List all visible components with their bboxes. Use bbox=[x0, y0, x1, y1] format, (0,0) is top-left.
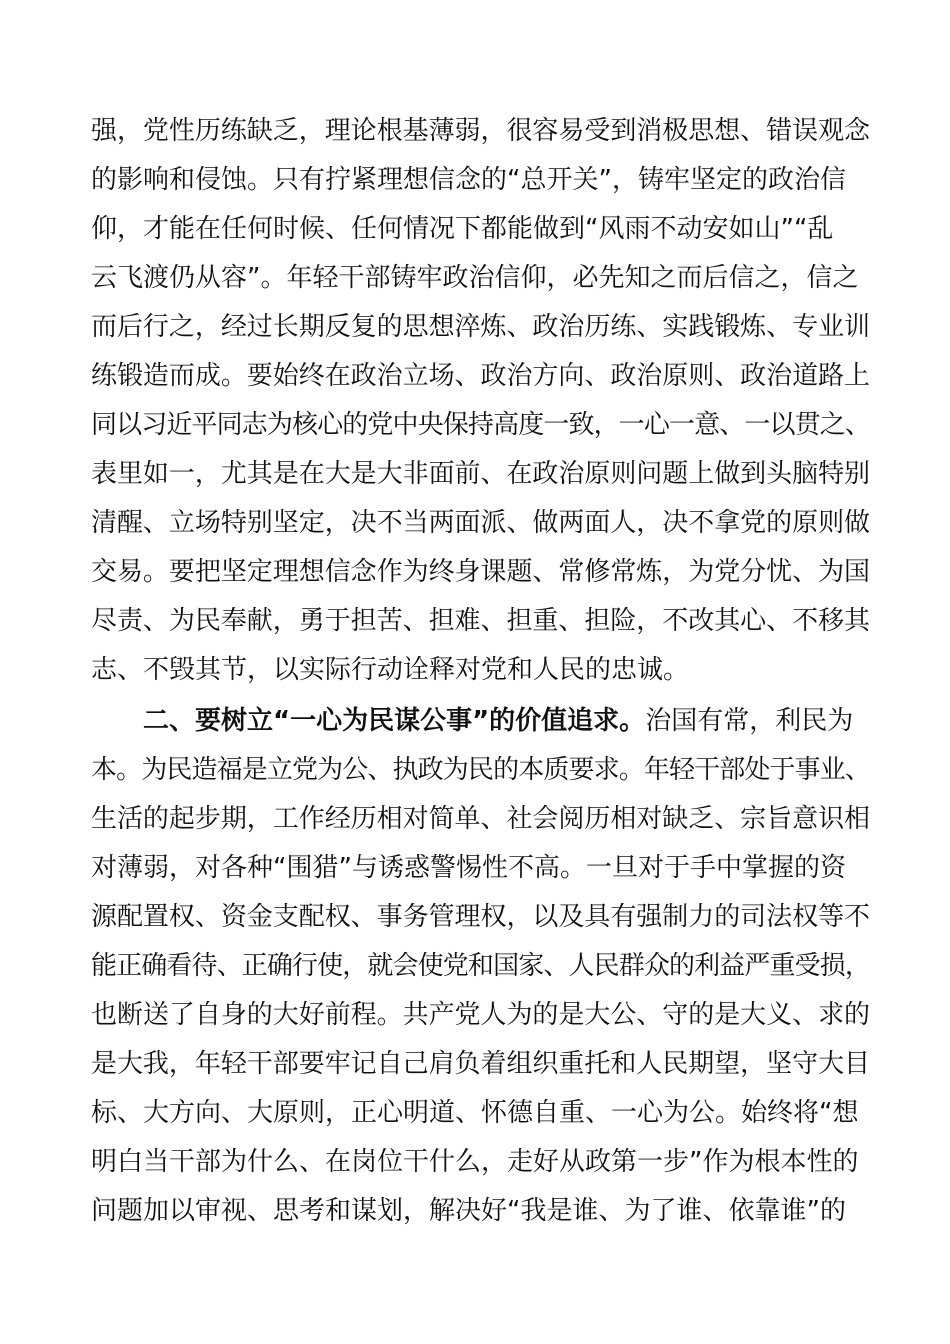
paragraph-line: 是大我，年轻干部要牢记自己肩负着组织重托和人民期望，坚守大目 bbox=[91, 1049, 871, 1079]
paragraph-line: 清醒、立场特别坚定，决不当两面派、做两面人，决不拿党的原则做 bbox=[91, 508, 871, 538]
paragraph-line: 交易。要把坚定理想信念作为终身课题、常修常炼，为党分忧、为国 bbox=[91, 557, 871, 587]
paragraph-line: 源配置权、资金支配权、事务管理权，以及具有强制力的司法权等不 bbox=[91, 902, 871, 932]
paragraph-line: 仰，才能在任何时候、任何情况下都能做到“风雨不动安如山”“乱 bbox=[91, 214, 834, 244]
paragraph-line: 生活的起步期，工作经历相对简单、社会阅历相对缺乏、宗旨意识相 bbox=[91, 804, 871, 834]
paragraph-line: 而后行之，经过长期反复的思想淬炼、政治历练、实践锻炼、专业训 bbox=[91, 312, 871, 342]
paragraph-line: 标、大方向、大原则，正心明道、怀德自重、一心为公。始终将“想 bbox=[91, 1098, 859, 1128]
paragraph-line: 明白当干部为什么、在岗位干什么，走好从政第一步”作为根本性的 bbox=[91, 1147, 859, 1177]
paragraph-first-line-text: 治国有常，利民为 bbox=[645, 706, 854, 736]
paragraph-line: 同以习近平同志为核心的党中央保持高度一致，一心一意、一以贯之、 bbox=[91, 410, 871, 440]
paragraph-first-line bbox=[143, 705, 853, 737]
paragraph-line: 志、不毁其节，以实际行动诠释对党和人民的忠诚。 bbox=[91, 655, 690, 685]
paragraph-line: 表里如一，尤其是在大是大非面前、在政治原则问题上做到头脑特别 bbox=[91, 459, 871, 489]
paragraph-line: 也断送了自身的大好前程。共产党人为的是大公、守的是大义、求的 bbox=[91, 1000, 871, 1030]
paragraph-line: 尽责、为民奉献，勇于担苦、担难、担重、担险，不改其心、不移其 bbox=[91, 606, 871, 636]
paragraph-line: 能正确看待、正确行使，就会使党和国家、人民群众的利益严重受损， bbox=[91, 951, 871, 981]
paragraph-line: 问题加以审视、思考和谋划，解决好“我是谁、为了谁、依靠谁”的 bbox=[91, 1196, 846, 1226]
paragraph-line: 的影响和侵蚀。只有拧紧理想信念的“总开关”，铸牢坚定的政治信 bbox=[91, 165, 846, 195]
section-heading: 二、要树立“一心为民谋公事”的价值追求。 bbox=[143, 706, 646, 736]
paragraph-line: 强，党性历练缺乏，理论根基薄弱，很容易受到消极思想、错误观念 bbox=[91, 116, 871, 146]
paragraph-line: 练锻造而成。要始终在政治立场、政治方向、政治原则、政治道路上 bbox=[91, 361, 871, 391]
paragraph-line: 对薄弱，对各种“围猎”与诱惑警惕性不高。一旦对于手中掌握的资 bbox=[91, 853, 846, 883]
paragraph-line: 本。为民造福是立党为公、执政为民的本质要求。年轻干部处于事业、 bbox=[91, 755, 871, 785]
paragraph-line: 云飞渡仍从容”。年轻干部铸牢政治信仰，必先知之而后信之，信之 bbox=[91, 263, 859, 293]
